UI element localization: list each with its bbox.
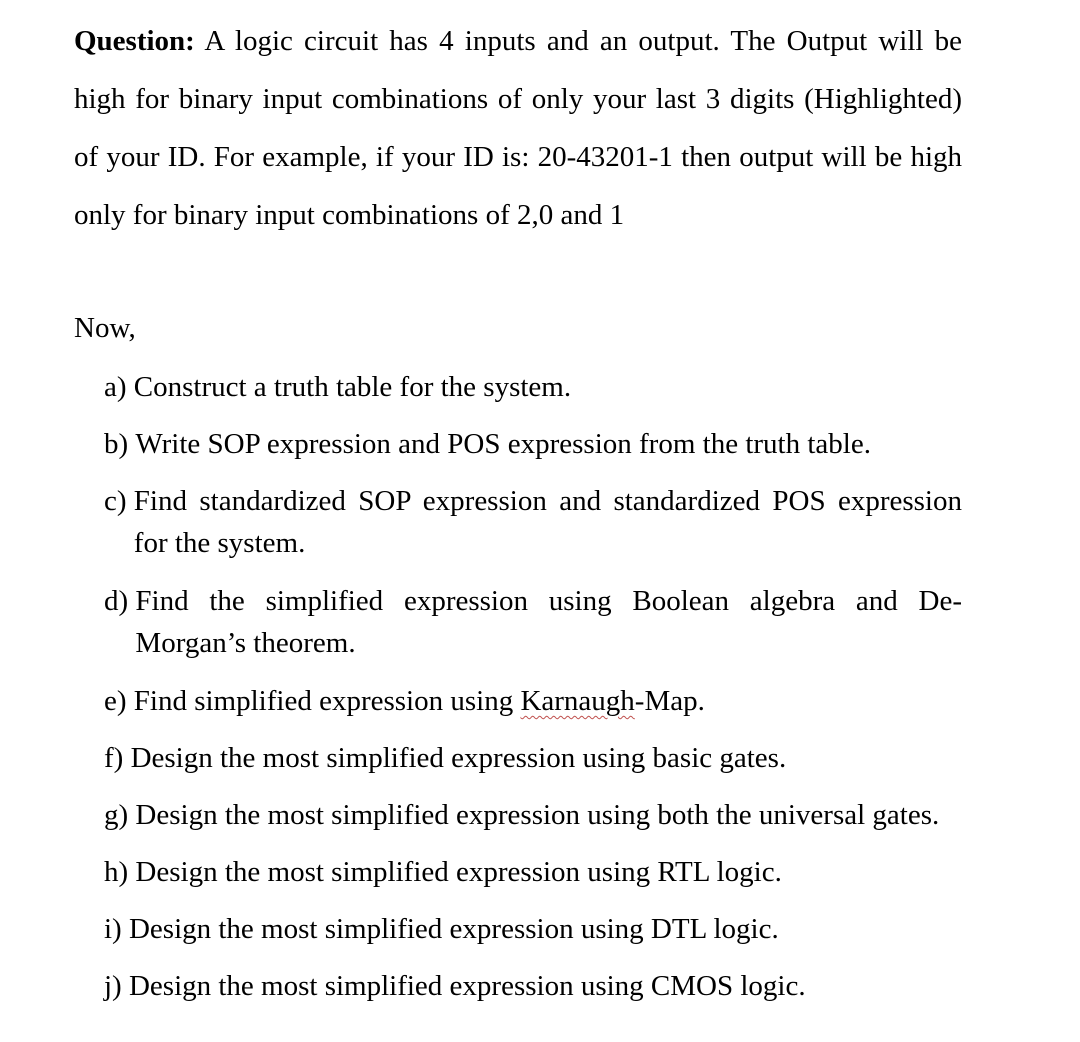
list-item-text: Design the most simplified expression using DTL logic. [128,913,779,945]
list-item-h [104,851,962,893]
list-item-text: Design the most simplified expression using basic gates. [130,742,787,774]
list-item-g [104,794,962,836]
question-label: Question: [74,25,195,57]
list-item-a [104,366,962,408]
list-marker: c) [104,485,134,517]
list-item-e [104,680,962,722]
list-item-d [104,580,962,664]
list-marker: f) [104,742,131,774]
list-item-b [104,423,962,465]
list-marker: g) [104,799,136,831]
list-item-text: Find standardized SOP expression and standardized POS expression for the system. [133,485,962,559]
list-marker: b) [104,428,136,460]
question-text: A logic circuit has 4 inputs and an output. The Output will be high for binary input combinations of only your last 3 digits (Highlighted) of your ID. For example, if your ID is: 20-43201-1 then output will be high only for binary input combinations of 2,0 and 1 [74,25,962,231]
list-marker: e) [104,685,134,717]
list-item-i [104,908,962,950]
list-marker: j) [104,970,129,1002]
list-item-text: Write SOP expression and POS expression from the truth table. [135,428,871,460]
list-item-text-after: -Map. [634,685,705,717]
list-marker: i) [104,913,129,945]
list-marker: d) [104,585,136,617]
list-marker: h) [104,856,136,888]
intro-text: Now, [74,312,136,344]
list-item-text: Design the most simplified expression using RTL logic. [135,856,782,888]
list-item-text-before: Find simplified expression using [133,685,521,717]
list-item-text: Find the simplified expression using Boolean algebra and De-Morgan’s theorem. [135,585,962,659]
list-item-text: Design the most simplified expression using both the universal gates. [135,799,940,831]
spellcheck-flagged-word[interactable]: Karnaugh [520,685,635,717]
list-marker: a) [104,371,134,403]
list-item-text: Construct a truth table for the system. [133,371,572,403]
question-paragraph [74,12,962,244]
list-item-j [104,965,962,1007]
list-item-text: Design the most simplified expression using CMOS logic. [128,970,806,1002]
list-item-f [104,737,962,779]
list-item-c [104,480,962,564]
list-item-text [134,680,962,722]
